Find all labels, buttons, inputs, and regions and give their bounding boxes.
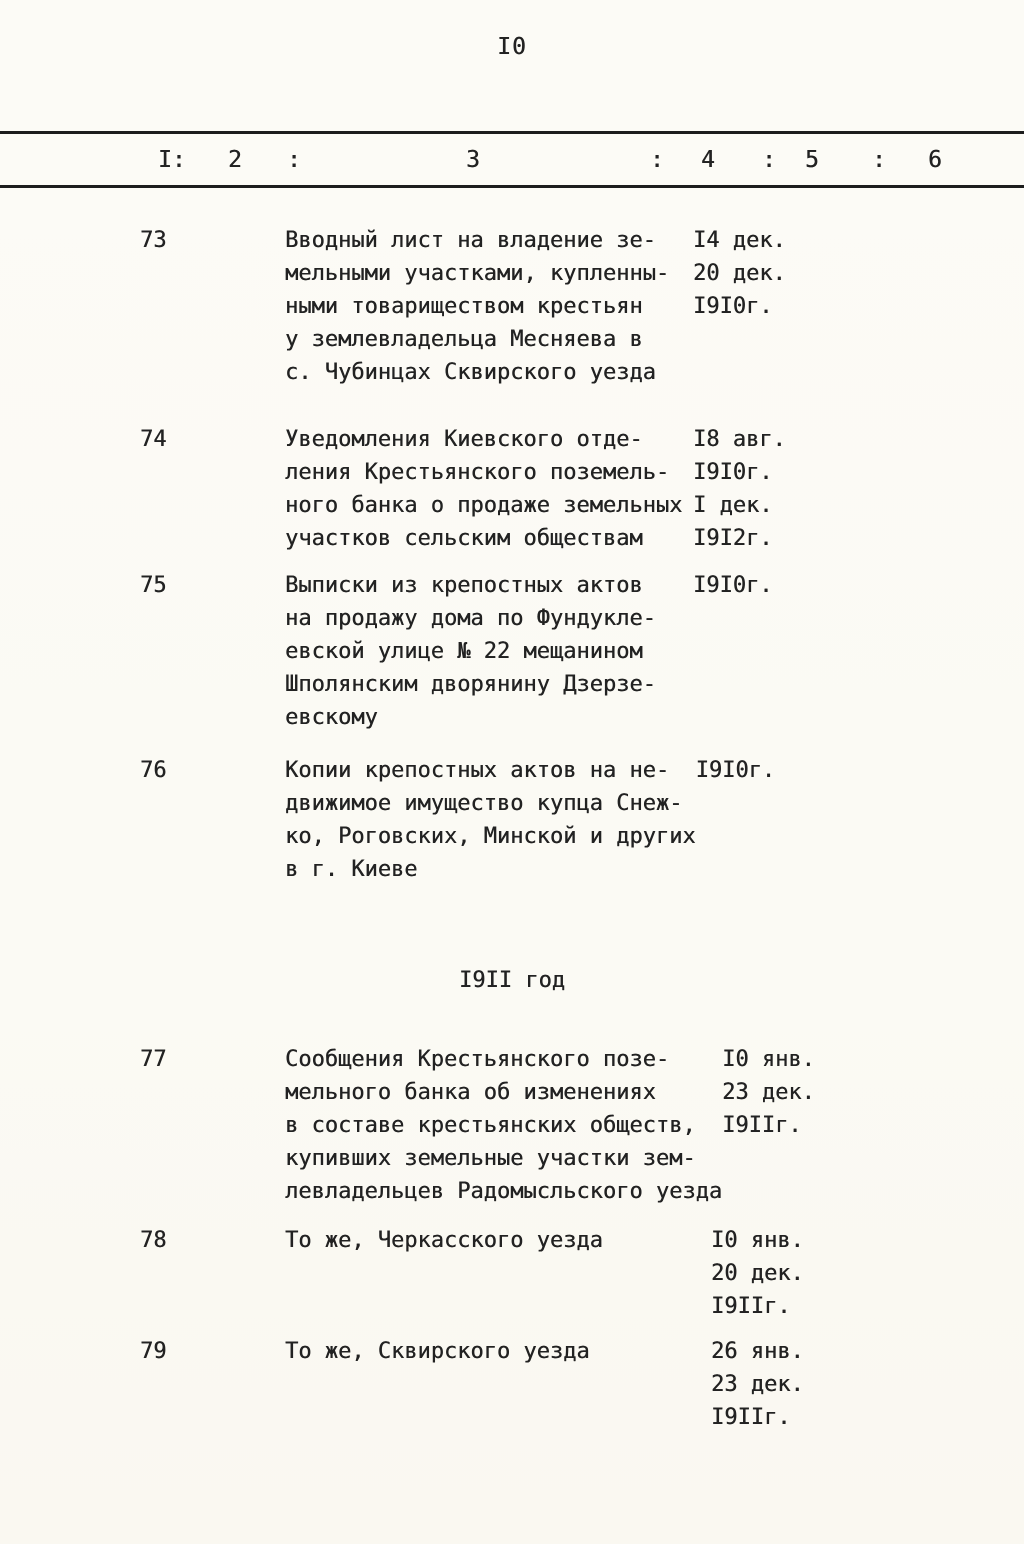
date-line: I9IIг. — [722, 1113, 802, 1138]
section-heading: I9II год — [459, 968, 565, 993]
date-line: I0 янв. — [722, 1047, 815, 1072]
header-col-1: I: — [158, 147, 186, 173]
description-line: мельными участками, купленны- — [285, 261, 670, 286]
entry-number: 73 — [140, 228, 167, 253]
description-line: евской улице № 22 мещанином — [285, 639, 643, 664]
table-row — [0, 1043, 1024, 1208]
date-line: 20 дек. — [711, 1261, 804, 1286]
description-line: Сообщения Крестьянского позе- — [285, 1047, 670, 1072]
entry-number: 78 — [140, 1228, 167, 1253]
date-line: 23 дек. — [722, 1080, 815, 1105]
description-line: То же, Сквирского уезда — [285, 1339, 590, 1364]
inventory-entries — [0, 224, 1024, 1434]
description-line: мельного банка об изменениях — [285, 1080, 656, 1105]
header-separator: : — [762, 147, 776, 173]
header-separator: : — [872, 147, 886, 173]
date-line: I8 авг. — [693, 427, 786, 452]
entry-dates — [693, 569, 1024, 602]
entry-description — [285, 1043, 722, 1208]
entry-description — [285, 754, 696, 886]
description-line: левладельцев Радомысльского уезда — [285, 1179, 723, 1204]
table-row — [0, 423, 1024, 555]
table-row — [0, 1224, 1024, 1323]
header-col-2: 2 — [228, 147, 242, 173]
table-row — [0, 1335, 1024, 1434]
date-line: 20 дек. — [693, 261, 786, 286]
description-line: ными товариществом крестьян — [285, 294, 643, 319]
description-line: Уведомления Киевского отде- — [285, 427, 643, 452]
description-line: купивших земельные участки зем- — [285, 1146, 696, 1171]
page-number: I0 — [497, 34, 527, 60]
entry-dates — [722, 1043, 1024, 1142]
description-line: ного банка о продаже земельных — [285, 493, 683, 518]
description-line: участков сельским обществам — [285, 526, 643, 551]
entry-number: 74 — [140, 427, 167, 452]
entry-description — [285, 1224, 693, 1257]
date-line: 23 дек. — [711, 1372, 804, 1397]
date-line: I4 дек. — [693, 228, 786, 253]
description-line: у землевладельца Месняева в — [285, 327, 643, 352]
header-col-6: 6 — [928, 147, 942, 173]
entry-description — [285, 569, 693, 734]
entry-description — [285, 423, 693, 555]
entry-dates — [696, 754, 1024, 787]
entry-number: 76 — [140, 758, 167, 783]
description-line: ления Крестьянского поземель- — [285, 460, 670, 485]
date-line: I9I0г. — [693, 294, 773, 319]
description-line: на продажу дома по Фундукле- — [285, 606, 656, 631]
description-line: с. Чубинцах Сквирского уезда — [285, 360, 656, 385]
entry-description — [285, 224, 693, 389]
entry-dates — [693, 1335, 1024, 1434]
header-separator: : — [287, 147, 301, 173]
description-line: ко, Роговских, Минской и других — [285, 824, 696, 849]
table-row — [0, 754, 1024, 886]
entry-number: 77 — [140, 1047, 167, 1072]
date-line: I9IIг. — [711, 1405, 791, 1430]
entry-number: 75 — [140, 573, 167, 598]
description-line: Выписки из крепостных актов — [285, 573, 643, 598]
date-line: I дек. — [693, 493, 773, 518]
description-line: Вводный лист на владение зе- — [285, 228, 656, 253]
date-line: I9I2г. — [693, 526, 773, 551]
description-line: Шполянским дворянину Дзерзе- — [285, 672, 656, 697]
date-line: I9I0г. — [693, 573, 773, 598]
entry-description — [285, 1335, 693, 1368]
table-header — [0, 131, 1024, 188]
date-line: I9I0г. — [693, 460, 773, 485]
description-line: движимое имущество купца Снеж- — [285, 791, 683, 816]
date-line: I9I0г. — [695, 758, 776, 783]
entry-dates — [693, 1224, 1024, 1323]
description-line: в составе крестьянских обществ, — [285, 1113, 696, 1138]
table-row — [0, 224, 1024, 389]
header-col-3: 3 — [466, 147, 480, 173]
entry-number: 79 — [140, 1339, 167, 1364]
date-line: I9IIг. — [711, 1294, 791, 1319]
date-line: I0 янв. — [711, 1228, 804, 1253]
table-row — [0, 569, 1024, 734]
description-line: Копии крепостных актов на не- — [285, 758, 670, 783]
entry-dates — [693, 423, 1024, 555]
date-line: 26 янв. — [711, 1339, 804, 1364]
description-line: евскому — [285, 705, 378, 730]
header-col-4: 4 — [701, 147, 715, 173]
description-line: в г. Киеве — [285, 857, 418, 882]
header-separator: : — [650, 147, 664, 173]
entry-dates — [693, 224, 1024, 323]
description-line: То же, Черкасского уезда — [285, 1228, 603, 1253]
header-col-5: 5 — [805, 147, 819, 173]
